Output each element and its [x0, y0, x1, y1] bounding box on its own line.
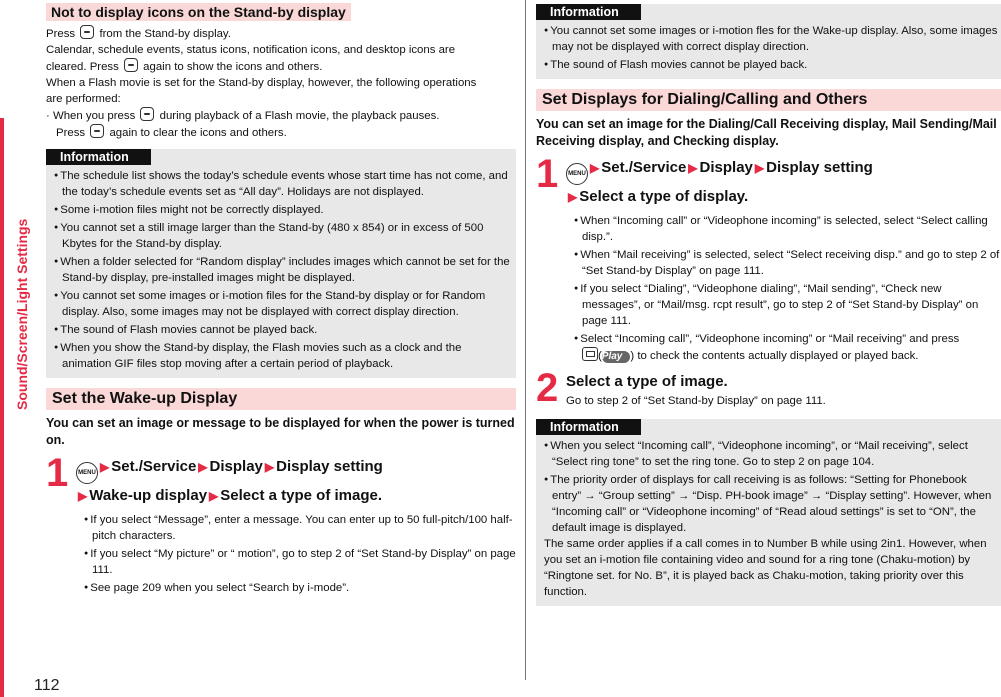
info-item: ● The schedule list shows the today’s schedule events whose start time has not come, and the today’s schedule events set as “All day”. Holidays are not displayed.: [52, 168, 512, 200]
step-bullet: ● When “Incoming call” or “Videophone incoming” is selected, select “Select calling disp.”.: [572, 213, 1001, 245]
step-bullet: ● If you select “Dialing”, “Videophone dialing”, “Mail sending”, “Check new messages”, or “Mail/msg. rcpt result”, go to step 2 of “Set Stand-by Display” on page 111.: [572, 281, 1001, 329]
right-column: [536, 0, 1001, 606]
text: · When you press: [46, 110, 136, 122]
arrow-icon: ▶: [754, 161, 765, 175]
arrow-icon: ▶: [100, 460, 110, 474]
step-bullet: ● If you select “My picture” or “ motion”, go to step 2 of “Set Stand-by Display” on page 111.: [82, 546, 516, 578]
information-tag: Information: [536, 419, 641, 435]
wakeup-step-1: [46, 451, 516, 596]
dialing-step-2: [536, 366, 1001, 410]
step-bullet: ● When “Mail receiving” is selected, select “Select receiving disp.” and go to step 2 of “Set Stand-by Display” on page 111.: [572, 247, 1001, 279]
menu-key-icon: MENU: [566, 163, 588, 185]
step-path: [566, 156, 1001, 209]
mail-key-icon: [582, 347, 598, 361]
information-box: [536, 4, 1001, 79]
chapter-title: Sound/Screen/Light Settings: [14, 218, 30, 410]
step-number: 1: [46, 451, 69, 495]
text: again to clear the icons and others.: [109, 127, 287, 139]
arrow-icon: ▶: [568, 190, 578, 204]
section-title-standby-icons: Not to display icons on the Stand-by display: [46, 3, 351, 21]
info-item: ● When you select “Incoming call”, “Videophone incoming”, or “Mail receiving”, select “Select ring tone” to set the ring tone. Go to step 2 on page 104.: [542, 438, 998, 470]
info-item: ● Some i-motion files might not be correctly displayed.: [52, 202, 512, 218]
step-path: [76, 455, 516, 508]
info-item: ● You cannot set a still image larger than the Stand-by (480 x 854) or in excess of 500 Kbytes for the Stand-by display.: [52, 220, 512, 252]
info-item: ● You cannot set some images or i-motion fles for the Wake-up display. Also, some images may not be displayed with correct display direction.: [542, 23, 998, 55]
page-number: 112: [34, 677, 60, 694]
step-number: 2: [536, 366, 559, 410]
wakeup-intro: You can set an image or message to be displayed for when the power is turned on.: [46, 416, 515, 447]
info-item: ● The sound of Flash movies cannot be played back.: [52, 322, 512, 338]
text: Select a type of display.: [579, 188, 749, 205]
arrow-icon: ▶: [198, 460, 208, 474]
info-item: ● The sound of Flash movies cannot be played back.: [542, 57, 998, 73]
arrow-icon: ▶: [209, 489, 219, 503]
section-title-wakeup: Set the Wake-up Display: [46, 388, 516, 410]
text: Press: [56, 127, 86, 139]
information-tag: Information: [46, 149, 151, 165]
step-bullet: ● See page 209 when you select “Search by i-mode”.: [82, 580, 516, 596]
info-item: ● You cannot set some images or i-motion files for the Stand-by display or for Random display. Also, some images may not be displayed with correct display direction.: [52, 288, 512, 320]
info-item: ● The priority order of displays for call receiving is as follows: “Setting for Phonebook entry” → “Group setting” → “Disp. PH-book image” → “Display setting”. However, when “Incoming call” or “Videophone incoming” of “Read aloud settings” is set to “ON”, the default image is displayed.: [542, 472, 998, 536]
text: Calendar, schedule events, status icons, notification icons, and desktop icons are: [46, 44, 456, 56]
arrow-icon: ▶: [688, 161, 698, 175]
text: Wake-up display: [89, 487, 208, 504]
text: Display: [699, 159, 753, 176]
clear-key-icon: [124, 58, 138, 72]
step-text: Go to step 2 of “Set Stand-by Display” on page 111.: [566, 395, 826, 407]
text: cleared. Press: [46, 61, 119, 73]
information-box: [536, 419, 1001, 606]
text: Press: [46, 28, 76, 40]
menu-key-icon: MENU: [76, 462, 98, 484]
step-head: Select a type of image.: [566, 373, 728, 390]
text: ) to check the contents actually displayed or played back.: [630, 350, 919, 362]
play-label: Play: [602, 351, 631, 363]
text: Display setting: [766, 159, 873, 176]
standby-icons-body: [46, 25, 516, 141]
clear-key-icon: [140, 107, 154, 121]
side-color-strip: [0, 118, 4, 697]
dialing-intro: You can set an image for the Dialing/Call Receiving display, Mail Sending/Mail Receiving display, and Checking display.: [536, 117, 997, 148]
text: Set./Service: [601, 159, 687, 176]
clear-key-icon: [90, 124, 104, 138]
text: during playback of a Flash movie, the playback pauses.: [159, 110, 440, 122]
arrow-icon: ▶: [78, 489, 88, 503]
arrow-icon: ▶: [264, 460, 275, 474]
info-item: ● When a folder selected for “Random display” includes images which cannot be set for the Stand-by display, pre-installed images might be displayed.: [52, 254, 512, 286]
step-bullet: ● If you select “Message”, enter a message. You can enter up to 50 full-pitch/100 half-pitch characters.: [82, 512, 516, 544]
text: When a Flash movie is set for the Stand-by display, however, the following operations: [46, 77, 477, 89]
step-bullet: ● Select “Incoming call”, “Videophone incoming” or “Mail receiving” and press (Play ) to check the contents actually displayed or played back.: [572, 331, 1001, 364]
text: Select “Incoming call”, “Videophone incoming” or “Mail receiving” and press: [580, 333, 960, 345]
dialing-step-1: [536, 152, 1001, 364]
text: again to show the icons and others.: [143, 61, 323, 73]
text: Display setting: [276, 458, 383, 475]
column-divider: [525, 0, 526, 680]
section-title-dialing: Set Displays for Dialing/Calling and Others: [536, 89, 1001, 111]
text: Set./Service: [111, 458, 197, 475]
info-item: ● When you show the Stand-by display, the Flash movies such as a clock and the animation GIF files stop moving after a certain period of playback.: [52, 340, 512, 372]
info-extra: The same order applies if a call comes in to Number B while using 2in1. However, when you set an i-motion file containing video and sound for a ring tone (Chaku-motion) by “Ringtone set. for No. B”, it is played back as Chaku-motion, taking priority over this function.: [544, 538, 987, 598]
text: Select a type of image.: [220, 487, 383, 504]
step-number: 1: [536, 152, 559, 196]
left-column: [46, 0, 516, 596]
text: are performed:: [46, 93, 121, 105]
information-box: [46, 149, 516, 378]
side-bar: [0, 0, 28, 697]
clear-key-icon: [80, 25, 94, 39]
information-tag: Information: [536, 4, 641, 20]
text: from the Stand-by display.: [99, 28, 231, 40]
arrow-icon: ▶: [590, 161, 600, 175]
text: Display: [209, 458, 263, 475]
